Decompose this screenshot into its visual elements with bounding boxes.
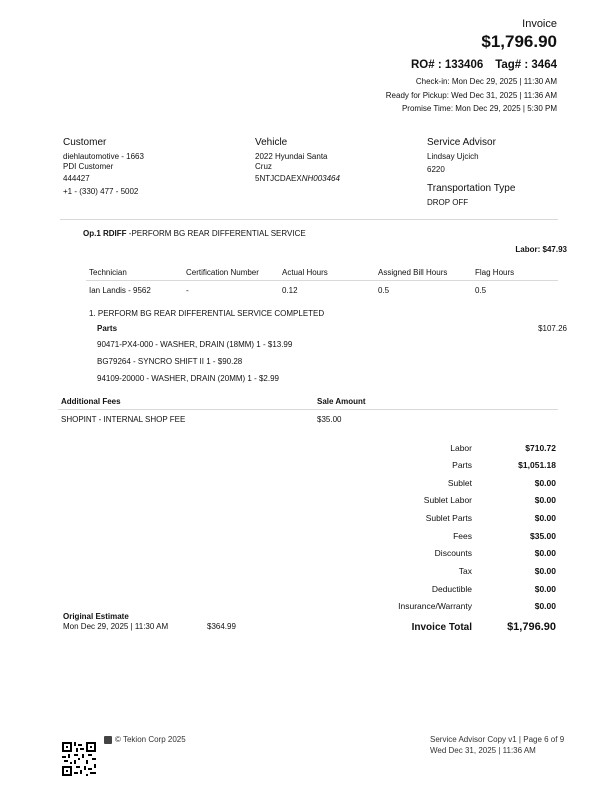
tag-number: Tag# : 3464 (495, 59, 557, 71)
fees-divider (58, 409, 558, 410)
vehicle-model-cont: Cruz (255, 162, 272, 171)
customer-name: diehlautomotive - 1663 (63, 152, 144, 161)
section-divider (60, 219, 558, 220)
total-label-insurance: Insurance/Warranty (398, 601, 472, 611)
footer-date: Wed Dec 31, 2025 | 11:36 AM (430, 746, 536, 755)
total-value-parts: $1,051.18 (518, 460, 556, 470)
promise-time: Promise Time: Mon Dec 29, 2025 | 5:30 PM (401, 104, 557, 113)
total-label-parts: Parts (452, 460, 472, 470)
row-flag-hours: 0.5 (475, 286, 487, 295)
part-item: BG79264 - SYNCRO SHIFT II 1 - $90.28 (97, 357, 243, 366)
customer-phone: +1 - (330) 477 - 5002 (63, 187, 139, 196)
transport-value: DROP OFF (427, 198, 469, 207)
row-technician: Ian Landis - 9562 (89, 286, 151, 295)
estimate-date: Mon Dec 29, 2025 | 11:30 AM (63, 622, 169, 631)
qr-code (62, 742, 96, 776)
parts-total: $107.26 (538, 324, 567, 333)
vehicle-model: 2022 Hyundai Santa (255, 152, 328, 161)
col-flag-hours: Flag Hours (475, 268, 515, 277)
col-assigned-bill-hours: Assigned Bill Hours (378, 268, 448, 277)
total-value-deductible: $0.00 (534, 584, 556, 594)
estimate-amount: $364.99 (207, 622, 236, 631)
operation-labor: Labor: $47.93 (515, 245, 567, 254)
total-value-sublet: $0.00 (534, 478, 556, 488)
checkin-time: Check-in: Mon Dec 29, 2025 | 11:30 AM (415, 77, 557, 86)
total-label-sublet-labor: Sublet Labor (423, 495, 472, 505)
advisor-number: 6220 (427, 165, 445, 174)
total-label-labor: Labor (450, 443, 472, 453)
transport-heading: Transportation Type (427, 183, 516, 194)
ro-number: RO# : 133406 (411, 59, 484, 71)
fees-amount-heading: Sale Amount (317, 397, 366, 406)
invoice-total-label: Invoice Total (411, 622, 472, 633)
estimate-heading: Original Estimate (63, 612, 129, 621)
footer-company: © Tekion Corp 2025 (115, 735, 186, 744)
operation-note: 1. PERFORM BG REAR DIFFERENTIAL SERVICE COMPLETED (89, 309, 325, 318)
footer-copy-page: Service Advisor Copy v1 | Page 6 of 9 (430, 735, 565, 744)
vin-prefix: 5NTJCDAEX (255, 174, 302, 183)
total-label-sublet-parts: Sublet Parts (425, 513, 472, 523)
part-item: 90471-PX4-000 - WASHER, DRAIN (18MM) 1 - $13.99 (97, 340, 293, 349)
col-certification: Certification Number (186, 268, 259, 277)
table-header-divider (86, 280, 558, 281)
operation-code: Op.1 RDIFF (83, 229, 127, 238)
total-value-fees: $35.00 (530, 531, 556, 541)
total-label-discounts: Discounts (434, 548, 472, 558)
customer-type: PDI Customer (63, 162, 114, 171)
customer-heading: Customer (63, 137, 107, 148)
row-certification: - (186, 286, 189, 295)
part-item: 94109-20000 - WASHER, DRAIN (20MM) 1 - $2.99 (97, 374, 279, 383)
total-value-tax: $0.00 (534, 566, 556, 576)
vin-suffix: NH003464 (301, 174, 340, 183)
parts-heading: Parts (97, 324, 118, 333)
advisor-name: Lindsay Ujcich (427, 152, 479, 161)
invoice-total-header: $1,796.90 (481, 32, 557, 51)
operation-title (83, 229, 306, 238)
total-value-sublet-labor: $0.00 (534, 495, 556, 505)
vehicle-heading: Vehicle (255, 137, 288, 148)
ready-time: Ready for Pickup: Wed Dec 31, 2025 | 11:36 AM (385, 91, 557, 100)
invoice-total-value: $1,796.90 (507, 621, 556, 633)
row-assigned-bill-hours: 0.5 (378, 286, 390, 295)
total-label-deductible: Deductible (431, 584, 472, 594)
col-technician: Technician (89, 268, 127, 277)
col-actual-hours: Actual Hours (282, 268, 328, 277)
total-label-sublet: Sublet (447, 478, 472, 488)
customer-number: 444427 (63, 174, 90, 183)
row-actual-hours: 0.12 (282, 286, 298, 295)
fee-item: SHOPINT - INTERNAL SHOP FEE (61, 415, 186, 424)
fees-heading: Additional Fees (61, 397, 121, 406)
fee-amount: $35.00 (317, 415, 342, 424)
operation-description: -PERFORM BG REAR DIFFERENTIAL SERVICE (126, 229, 306, 238)
total-label-fees: Fees (453, 531, 472, 541)
total-value-sublet-parts: $0.00 (534, 513, 556, 523)
vehicle-vin (255, 174, 340, 183)
total-value-labor: $710.72 (525, 443, 556, 453)
total-value-insurance: $0.00 (534, 601, 556, 611)
advisor-heading: Service Advisor (427, 137, 496, 148)
total-value-discounts: $0.00 (534, 548, 556, 558)
tekion-logo-icon (104, 736, 112, 744)
total-label-tax: Tax (458, 566, 472, 576)
document-type: Invoice (522, 18, 557, 30)
